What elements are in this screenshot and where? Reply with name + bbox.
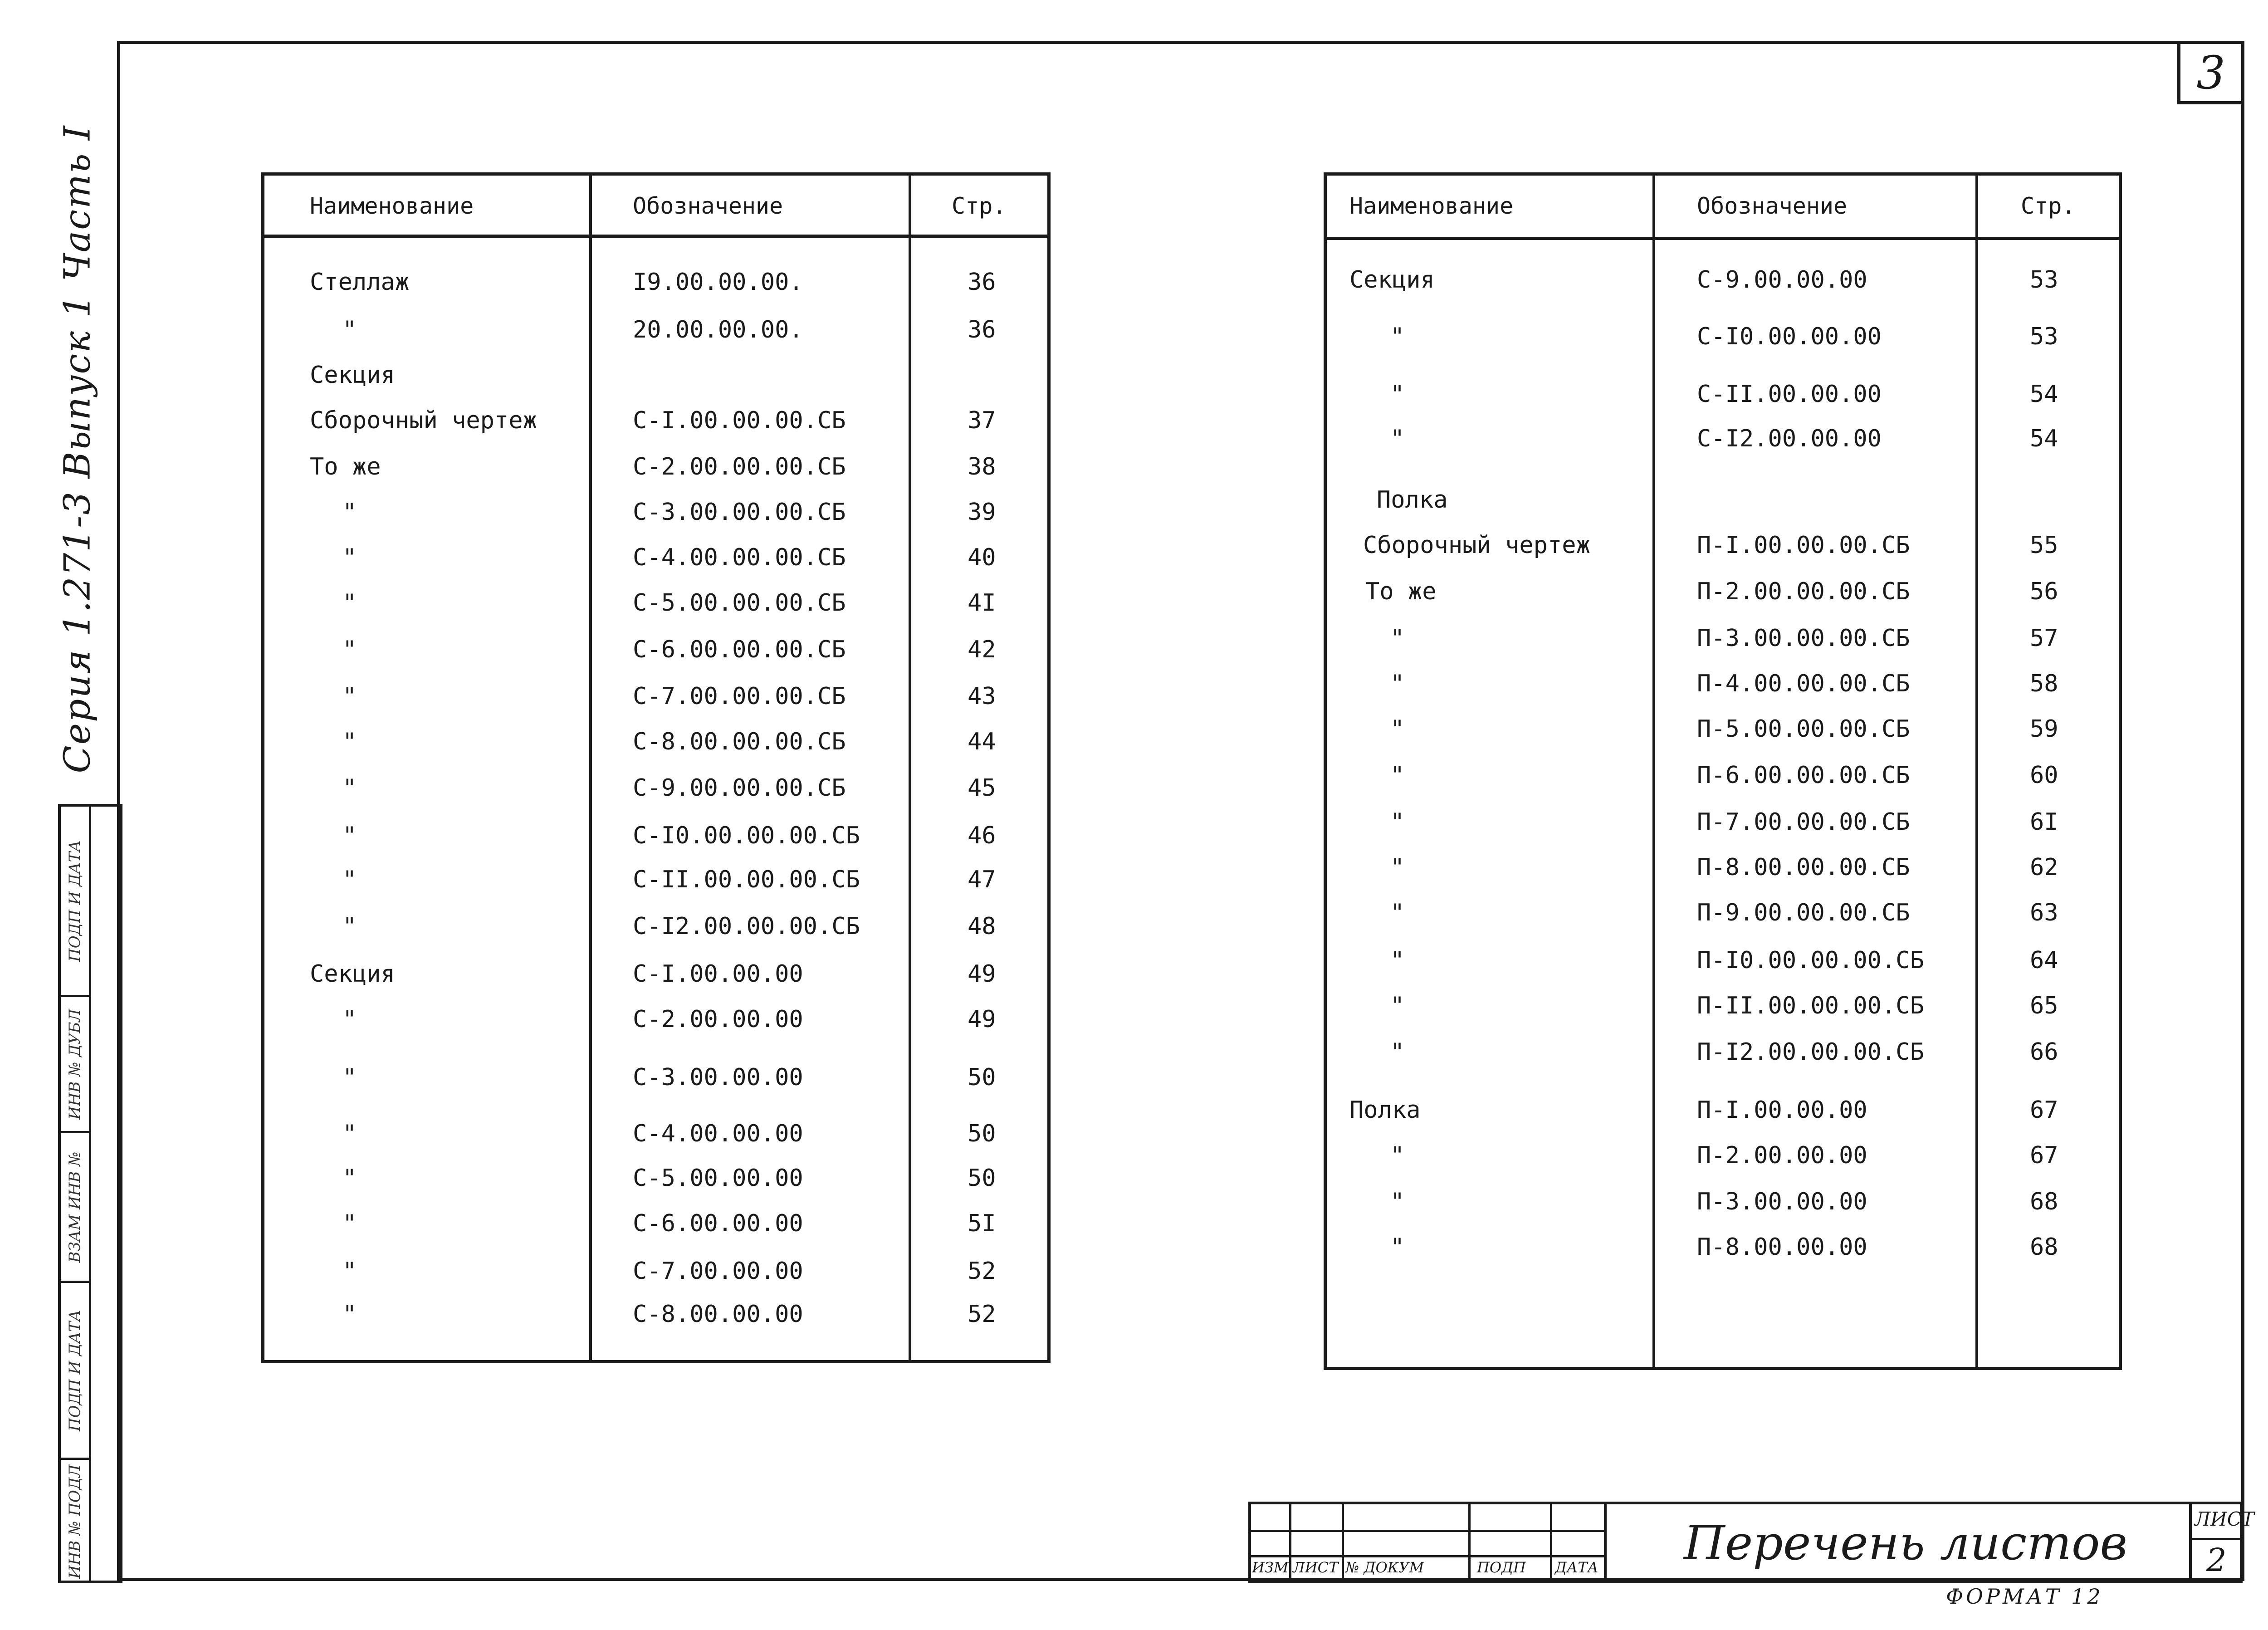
row-name: Полка: [1349, 1096, 1421, 1124]
row-name: ": [1390, 762, 1405, 789]
row-code: П-I2.00.00.00.СБ: [1697, 1038, 1924, 1066]
row-code: П-8.00.00.00: [1697, 1234, 1867, 1261]
row-name: ": [342, 316, 357, 343]
row-page: 54: [2030, 381, 2058, 408]
row-code: С-II.00.00.00: [1697, 381, 1882, 408]
label-list: ЛИСТ: [1293, 1559, 1339, 1576]
row-name: ": [1390, 1038, 1405, 1066]
row-code: П-I.00.00.00.СБ: [1697, 532, 1910, 559]
side-cell-dup-inv: ИНВ № ДУБЛ: [61, 997, 89, 1133]
row-name: ": [342, 683, 357, 710]
side-cell-orig-inv: ИНВ № ПОДЛ: [66, 1464, 84, 1579]
row-code: С-9.00.00.00.СБ: [633, 774, 846, 802]
row-name: ": [1390, 425, 1405, 452]
row-name: ": [1390, 625, 1405, 652]
row-name: ": [1390, 1234, 1405, 1261]
row-name: ": [342, 913, 357, 940]
row-code: С-I.00.00.00.СБ: [633, 407, 846, 434]
row-page: 48: [968, 913, 996, 940]
row-code: П-9.00.00.00.СБ: [1697, 899, 1910, 926]
row-code: П-6.00.00.00.СБ: [1697, 762, 1910, 789]
series-label: [45, 125, 109, 773]
row-code: П-I.00.00.00: [1697, 1096, 1867, 1124]
row-code: П-3.00.00.00: [1697, 1188, 1867, 1215]
row-page: 68: [2030, 1234, 2058, 1261]
row-page: 49: [968, 1006, 996, 1033]
row-name: Сборочный чертеж: [1363, 532, 1590, 559]
row-page: 49: [968, 960, 996, 988]
left-sheet-list-table: [261, 172, 1051, 1363]
side-stamp-strip: [58, 804, 122, 1583]
row-name: Секция: [310, 960, 395, 988]
side-cell-replace-inv: ВЗАМ ИНВ №: [61, 1133, 89, 1283]
row-code: С-6.00.00.00.СБ: [633, 636, 846, 663]
row-code: С-7.00.00.00: [633, 1258, 803, 1285]
row-page: 47: [968, 866, 996, 893]
header-code: Обозначение: [633, 193, 783, 219]
row-code: С-3.00.00.00.СБ: [633, 499, 846, 526]
side-cell-sign-date-1: ПОДП И ДАТА: [61, 807, 89, 997]
sheet-number: 3: [2177, 41, 2244, 104]
row-code: 20.00.00.00.: [633, 316, 803, 343]
row-name: ": [1390, 808, 1405, 836]
row-page: 64: [2030, 947, 2058, 974]
row-page: 44: [968, 728, 996, 755]
row-page: 43: [968, 683, 996, 710]
header-code: Обозначение: [1697, 193, 1848, 219]
label-date: ДАТА: [1555, 1559, 1598, 1576]
row-name: ": [342, 544, 357, 571]
side-cell-sign-date-2: ПОДП И ДАТА: [61, 1283, 89, 1460]
row-page: 5I: [968, 1210, 996, 1237]
row-page: 39: [968, 499, 996, 526]
column-divider: [1652, 176, 1655, 1367]
row-code: С-I0.00.00.00.СБ: [633, 822, 860, 849]
row-code: С-II.00.00.00.СБ: [633, 866, 860, 893]
grid-line: [1550, 1502, 1552, 1583]
label-signature: ПОДП: [1477, 1559, 1526, 1576]
row-page: 53: [2030, 323, 2058, 350]
row-name: ": [1390, 992, 1405, 1019]
row-code: П-II.00.00.00.СБ: [1697, 992, 1924, 1019]
grid-line: [1342, 1502, 1344, 1583]
row-name: То же: [1365, 578, 1437, 605]
row-code: С-4.00.00.00.СБ: [633, 544, 846, 571]
header-page: Стр.: [952, 193, 1007, 219]
row-name: ": [342, 1301, 357, 1328]
row-page: 50: [968, 1064, 996, 1091]
row-page: 50: [968, 1120, 996, 1147]
grid-line: [2189, 1538, 2243, 1540]
row-name: Полка: [1377, 486, 1448, 514]
column-divider: [589, 176, 592, 1360]
row-page: 66: [2030, 1038, 2058, 1066]
row-name: ": [342, 636, 357, 663]
header-page: Стр.: [2021, 193, 2076, 219]
row-code: С-6.00.00.00: [633, 1210, 803, 1237]
header-separator: [1327, 237, 2119, 240]
row-code: С-4.00.00.00: [633, 1120, 803, 1147]
row-name: ": [342, 1064, 357, 1091]
row-page: 55: [2030, 532, 2058, 559]
row-page: 60: [2030, 762, 2058, 789]
row-name: ": [1390, 1188, 1405, 1215]
row-page: 4I: [968, 589, 996, 617]
row-name: ": [1390, 1142, 1405, 1169]
row-name: Секция: [1349, 266, 1435, 294]
row-page: 58: [2030, 670, 2058, 697]
row-name: ": [342, 1120, 357, 1147]
right-sheet-list-table: [1324, 172, 2122, 1370]
row-code: С-2.00.00.00: [633, 1006, 803, 1033]
row-name: Стеллаж: [310, 269, 410, 296]
row-code: С-I.00.00.00: [633, 960, 803, 988]
row-name: ": [342, 1006, 357, 1033]
format-label: ФОРМАТ 12: [1946, 1584, 2103, 1609]
row-code: П-2.00.00.00: [1697, 1142, 1867, 1169]
row-page: 53: [2030, 266, 2058, 294]
row-code: П-8.00.00.00.СБ: [1697, 854, 1910, 881]
row-page: 68: [2030, 1188, 2058, 1215]
grid-line: [1248, 1530, 1607, 1532]
row-code: П-3.00.00.00.СБ: [1697, 625, 1910, 652]
row-page: 63: [2030, 899, 2058, 926]
row-name: ": [342, 774, 357, 802]
grid-line: [1248, 1555, 1607, 1557]
grid-line: [1468, 1502, 1471, 1583]
row-name: ": [342, 822, 357, 849]
row-page: 52: [968, 1258, 996, 1285]
column-divider: [909, 176, 911, 1360]
row-name: ": [342, 866, 357, 893]
row-name: ": [342, 589, 357, 617]
row-code: С-7.00.00.00.СБ: [633, 683, 846, 710]
side-strip-divider: [89, 807, 91, 1581]
row-name: ": [342, 499, 357, 526]
row-page: 57: [2030, 625, 2058, 652]
row-name: ": [1390, 899, 1405, 926]
row-name: Сборочный чертеж: [310, 407, 537, 434]
row-name: ": [1390, 947, 1405, 974]
row-code: С-8.00.00.00.СБ: [633, 728, 846, 755]
header-separator: [264, 235, 1047, 238]
row-code: С-8.00.00.00: [633, 1301, 803, 1328]
row-name: ": [1390, 381, 1405, 408]
row-name: ": [342, 1165, 357, 1192]
row-name: ": [1390, 854, 1405, 881]
row-page: 67: [2030, 1096, 2058, 1124]
row-page: 56: [2030, 578, 2058, 605]
title-block: [1248, 1502, 2254, 1583]
row-name: ": [1390, 323, 1405, 350]
row-name: ": [1390, 715, 1405, 743]
row-code: С-I2.00.00.00: [1697, 425, 1882, 452]
row-name: ": [342, 1258, 357, 1285]
row-code: П-2.00.00.00.СБ: [1697, 578, 1910, 605]
row-page: 54: [2030, 425, 2058, 452]
row-page: 38: [968, 453, 996, 480]
row-name: То же: [310, 453, 381, 480]
label-doc-number: № ДОКУМ: [1345, 1559, 1424, 1576]
row-name: ": [342, 1210, 357, 1237]
row-code: С-9.00.00.00: [1697, 266, 1867, 294]
row-page: 50: [968, 1165, 996, 1192]
document-title: Перечень листов: [1684, 1515, 2127, 1571]
row-page: 46: [968, 822, 996, 849]
row-page: 67: [2030, 1142, 2058, 1169]
row-page: 40: [968, 544, 996, 571]
row-code: С-3.00.00.00: [633, 1064, 803, 1091]
series-label-text: Серия 1.271-3 Выпуск 1 Часть I: [56, 125, 98, 773]
row-page: 37: [968, 407, 996, 434]
row-page: 62: [2030, 854, 2058, 881]
grid-line: [1289, 1502, 1291, 1583]
row-code: С-5.00.00.00: [633, 1165, 803, 1192]
row-code: П-7.00.00.00.СБ: [1697, 808, 1910, 836]
sheet-value: 2: [2206, 1542, 2227, 1579]
header-name: Наименование: [310, 193, 474, 219]
row-code: С-5.00.00.00.СБ: [633, 589, 846, 617]
row-page: 52: [968, 1301, 996, 1328]
row-name: ": [342, 728, 357, 755]
row-name: Секция: [310, 362, 395, 389]
row-code: С-2.00.00.00.СБ: [633, 453, 846, 480]
row-page: 65: [2030, 992, 2058, 1019]
row-page: 59: [2030, 715, 2058, 743]
row-code: П-4.00.00.00.СБ: [1697, 670, 1910, 697]
row-page: 36: [968, 316, 996, 343]
row-code: П-I0.00.00.00.СБ: [1697, 947, 1924, 974]
column-divider: [1975, 176, 1978, 1367]
row-page: 42: [968, 636, 996, 663]
sheet-label: ЛИСТ: [2195, 1508, 2254, 1530]
header-name: Наименование: [1349, 193, 1514, 219]
row-code: С-I2.00.00.00.СБ: [633, 913, 860, 940]
row-code: С-I0.00.00.00: [1697, 323, 1882, 350]
row-page: 45: [968, 774, 996, 802]
row-code: П-5.00.00.00.СБ: [1697, 715, 1910, 743]
row-page: 6I: [2030, 808, 2058, 836]
row-page: 36: [968, 269, 996, 296]
row-name: ": [1390, 670, 1405, 697]
label-izm: ИЗМ: [1252, 1559, 1289, 1576]
row-code: I9.00.00.00.: [633, 269, 803, 296]
